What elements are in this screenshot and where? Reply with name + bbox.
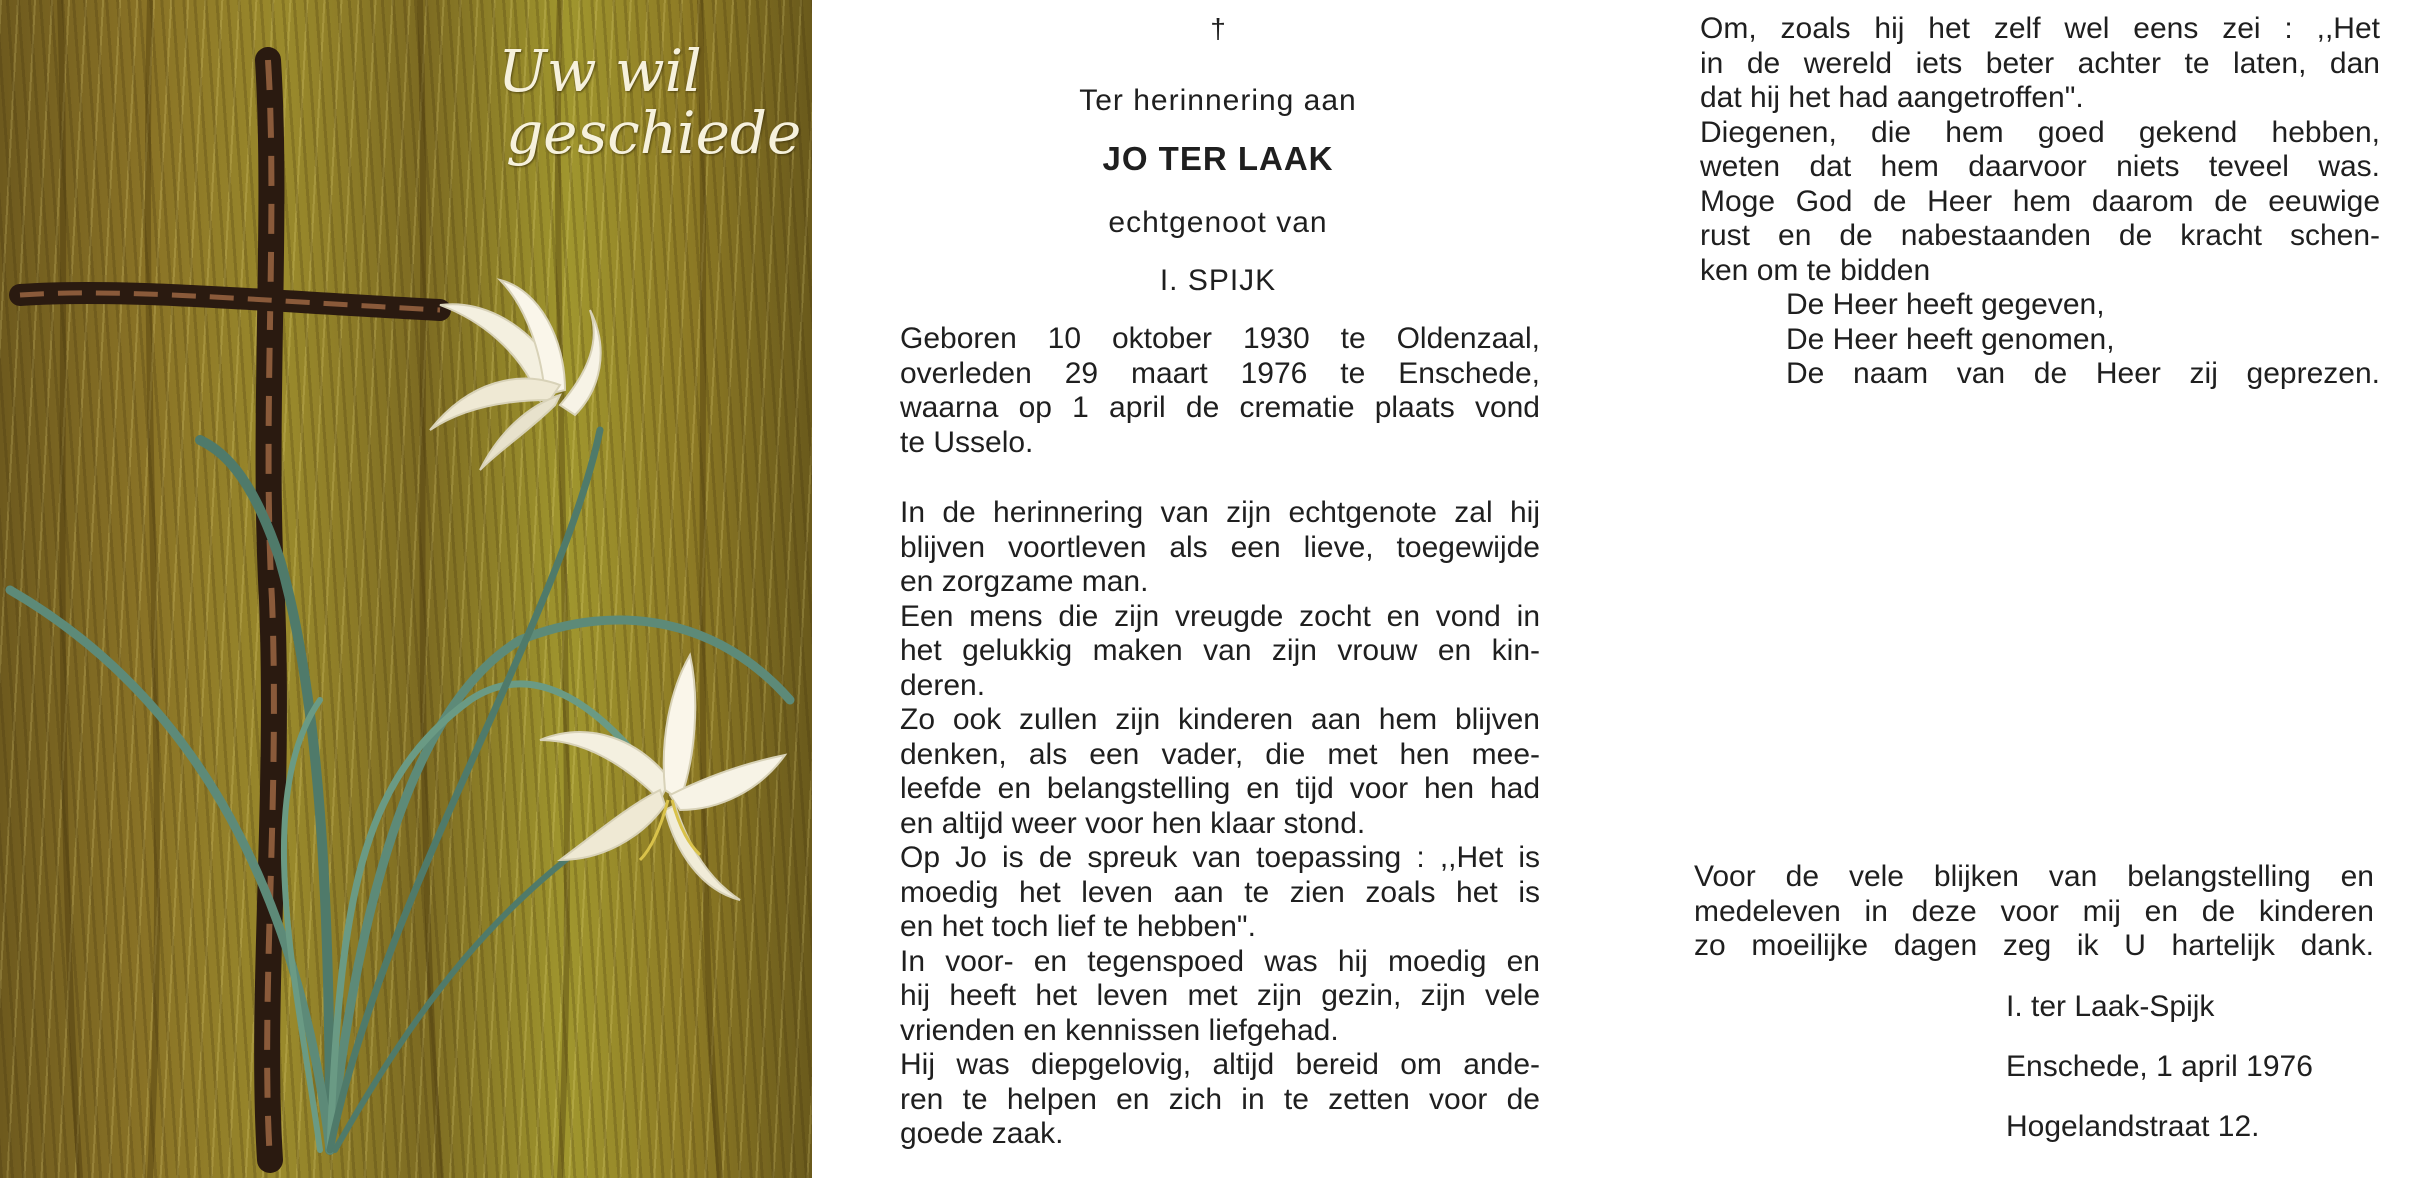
text-line: moedig het leven aan te zien zoals het is (900, 875, 1540, 909)
text-line: goede zaak. (900, 1117, 1064, 1150)
text-line: het gelukkig maken van zijn vrouw en kin- (900, 634, 1540, 667)
prayer-line: De naam van de Heer zij geprezen. (1786, 357, 2380, 390)
prayer-line: De Heer heeft genomen, (1786, 322, 2115, 356)
text-line: Hij was diepgelovig, altijd bereid om ande- (900, 1048, 1540, 1081)
cover-title-line-2: geschiede (506, 99, 802, 167)
text-line: leefde en belangstelling en tijd voor hen had (900, 772, 1540, 805)
place-date: Enschede, 1 april 1976 (2006, 1050, 2313, 1083)
text-line: en het toch lief te hebben". (900, 910, 1256, 943)
birth-death-paragraph (900, 322, 1540, 460)
text-line: Voor de vele blijken van belangstelling en (1694, 860, 2374, 893)
text-line: ken om te bidden (1700, 253, 1931, 287)
text-line: dat hij het had aangetroffen". (1700, 81, 2084, 114)
obituary-page (838, 0, 1598, 1200)
signature: I. ter Laak-Spijk (2006, 990, 2215, 1023)
cross-symbol: † (1210, 13, 1226, 44)
cover-title-line-1: Uw wil (498, 37, 702, 105)
text-line: ren te helpen en zich in te zetten voor de (900, 1082, 1540, 1116)
cross-and-lilies-illustration (0, 0, 812, 1178)
spouse-name: I. SPIJK (1159, 264, 1277, 297)
cover-title (498, 37, 802, 167)
text-line: zo moeilijke dagen zeg ik U hartelijk dank. (1694, 929, 2374, 962)
closing-page (1690, 0, 2390, 1200)
text-line: blijven voortleven als een lieve, toegewijde (900, 530, 1540, 564)
text-line: waarna op 1 april de crematie plaats vond (900, 391, 1540, 424)
text-line: Diegenen, die hem goed gekend hebben, (1700, 115, 2380, 149)
text-line: rust en de nabestaanden de kracht schen- (1700, 219, 2380, 252)
text-line: Een mens die zijn vreugde zocht en vond in (900, 599, 1540, 633)
text-line: Zo ook zullen zijn kinderen aan hem blijven (900, 703, 1540, 736)
cover-painting (0, 0, 812, 1178)
text-line: denken, als een vader, die met hen mee- (900, 737, 1540, 771)
text-line: overleden 29 maart 1976 te Enschede, (900, 356, 1540, 390)
quote-paragraph (1700, 12, 2380, 392)
deceased-name: JO TER LAAK (1102, 140, 1334, 177)
text-line: In de herinnering van zijn echtgenote zal hij (900, 496, 1540, 529)
text-line: In voor- en tegenspoed was hij moedig en (900, 944, 1540, 978)
text-line: medeleven in deze voor mij en de kinderen (1694, 894, 2374, 928)
text-line: in de wereld iets beter achter te laten, dan (1700, 46, 2380, 80)
text-line: Geboren 10 oktober 1930 te Oldenzaal, (900, 322, 1540, 355)
text-line: te Usselo. (900, 425, 1034, 459)
text-line: Op Jo is de spreuk van toepassing : ,,Het is (900, 841, 1540, 874)
lily-flower-lower-icon (540, 655, 785, 900)
thanks-paragraph (1694, 860, 2374, 964)
memorial-intro: Ter herinnering aan (1079, 84, 1357, 117)
text-line: weten dat hem daarvoor niets teveel was. (1700, 150, 2380, 183)
text-line: Om, zoals hij het zelf wel eens zei : ,,Het (1700, 12, 2380, 45)
spouse-intro: echtgenoot van (1108, 206, 1328, 239)
text-line: en zorgzame man. (900, 565, 1149, 598)
prayer-line: De Heer heeft gegeven, (1786, 288, 2105, 321)
memory-paragraph (900, 496, 1540, 1152)
text-line: en altijd weer voor hen klaar stond. (900, 806, 1366, 840)
address: Hogelandstraat 12. (2006, 1110, 2260, 1143)
text-line: Moge God de Heer hem daarom de eeuwige (1700, 184, 2380, 218)
text-line: deren. (900, 668, 986, 702)
text-line: vrienden en kennissen liefgehad. (900, 1013, 1339, 1047)
lily-flower-upper-icon (430, 280, 601, 470)
text-line: hij heeft het leven met zijn gezin, zijn vele (900, 979, 1540, 1012)
